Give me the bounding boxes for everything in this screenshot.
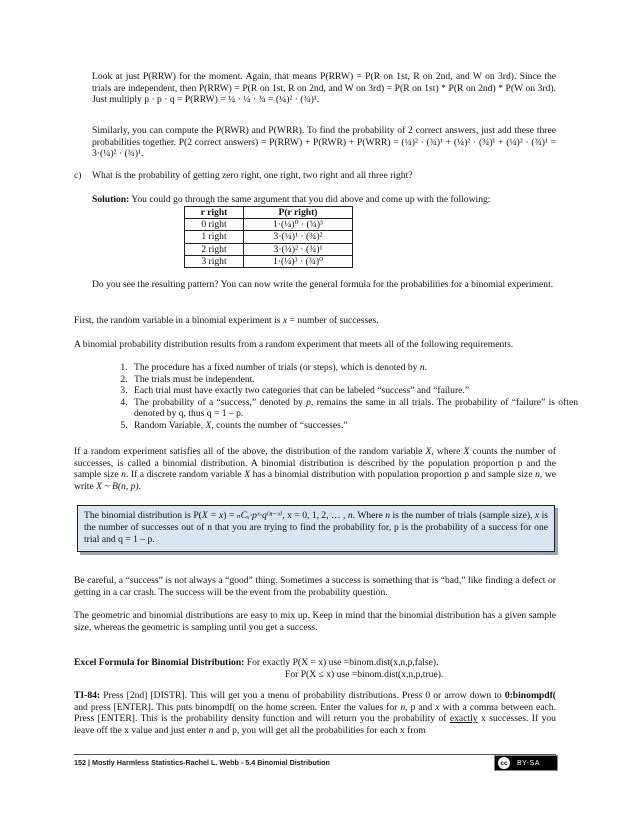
text-span: If a random experiment satisfies all of the above, the distribution of the random variable — [74, 446, 426, 457]
ti84-command: 0:binompdf( — [504, 690, 556, 701]
table-cell: 1·(¼)³ · (¾)⁰ — [244, 255, 353, 267]
footer-divider — [74, 754, 556, 755]
list-item — [130, 420, 578, 432]
paragraph-distribution — [74, 446, 556, 492]
table-header-row — [185, 207, 353, 219]
var-n: n — [347, 510, 353, 521]
binomial-notation: X ~ B(n, p) — [96, 480, 139, 492]
text-span: First, the random variable in a binomial experiment is — [74, 315, 283, 326]
text-span: . If a discrete random variable — [125, 469, 245, 481]
list-item — [130, 362, 578, 374]
text-span: . — [424, 362, 428, 373]
table-row — [185, 243, 353, 255]
probability-table — [184, 206, 353, 268]
text-span: = number of successes. — [287, 315, 379, 326]
text-span: The procedure has a fixed number of trials (or steps), which is denoted by — [134, 362, 420, 373]
text-span: x successes. If you leave off the x value and just enter — [74, 713, 556, 736]
var-x: x — [282, 315, 288, 326]
text-span: The probability of a “success,” denoted by — [134, 396, 307, 408]
cc-icon: cc — [497, 756, 511, 770]
ti84-paragraph — [74, 690, 556, 736]
excel-label: Excel Formula for Binomial Distribution: — [74, 657, 245, 668]
var-x: x — [534, 510, 540, 521]
text-span: , we write — [74, 469, 557, 492]
table-cell: 2 right — [185, 243, 244, 255]
list-item: 2. The trials must be independent. — [130, 374, 578, 386]
text-span: is the number of successes out of n that you are trying to find the probability for, p is the probability of a success for one trial and q = 1 – p. — [84, 510, 548, 546]
solution-label: Solution: — [92, 194, 130, 205]
text-span: , p and — [405, 701, 436, 713]
excel-formula-block — [74, 657, 556, 681]
var-n: n — [385, 510, 391, 521]
table-row — [185, 231, 353, 243]
part-c-marker: c) — [74, 170, 82, 181]
table-cell: 1·(¼)⁰ · (¾)³ — [244, 219, 353, 231]
excel-exact: For exactly P(X = x) use =binom.dist(x,n,p,false). — [244, 657, 439, 668]
excel-line-1 — [74, 657, 556, 669]
paragraph-random-variable — [74, 315, 556, 327]
table-row — [185, 219, 353, 231]
paragraph-careful: Be careful, a “success” is not always a “good” thing. Sometimes a success is something that is “bad,” like finding a defect or getting in a car crash. The success will be the event from the probability question. — [74, 575, 556, 598]
binomial-definition-box — [77, 505, 555, 552]
text-span: and p, you will get all the probabilities for each x from — [213, 724, 426, 736]
table-cell: 3 right — [185, 255, 244, 267]
var-p: p — [306, 396, 311, 408]
table-cell: 0 right — [185, 219, 244, 231]
table-cell: 3·(¼)² · (¾)¹ — [244, 243, 353, 255]
text-span: , x = 0, 1, 2, … , — [282, 510, 348, 521]
cc-license-badge[interactable] — [494, 755, 558, 771]
var-n: n — [208, 724, 214, 736]
var-n: n — [535, 469, 540, 481]
paragraph-requirements: A binomial probability distribution results from a random experiment that meets all of the following requirements. — [74, 339, 514, 350]
table-cell: 1 right — [185, 231, 244, 243]
table-cell: 3·(¼)¹ · (¾)² — [244, 231, 353, 243]
text-span: . Where — [352, 510, 386, 521]
var-n: n — [121, 469, 126, 481]
text-span: has a binomial distribution with population proportion p and sample size — [250, 469, 536, 481]
var-X-eq-x: X = x — [201, 510, 224, 521]
paragraph-similar: Similarly, you can compute the P(RWR) and P(WRR). To find the probability of 2 correct answers, just add these three probabilities together. P(2 correct answers) = P(RRW) + P(RWR) + P(WRR) = (¼)² · (¾)¹ + (¼)² · (¾)¹ + (¼)² · (¾)¹ = 3·(¼)² · (¾)¹. — [92, 125, 556, 160]
var-X: X — [463, 446, 470, 457]
excel-cumulative: For P(X ≤ x) use =binom.dist(x,n,p,true). — [285, 669, 444, 680]
paragraph-rrw: Look at just P(RRW) for the moment. Again, that means P(RRW) = P(R on 1st, R on 2nd, and W on 3rd). Since the trials are independent, then P(RRW) = P(R on 1st, R on 2nd, and W on 3rd) = P(R on 1st) * P(R on 2nd) * P(W on 3rd). Just multiply p · p · q = P(RRW) = ¼ · ¼ · ¾ = (¼)² · (¾)¹. — [92, 71, 556, 106]
part-c-text: What is the probability of getting zero right, one right, two right and all three right? — [92, 170, 413, 181]
text-span: , where — [431, 446, 464, 457]
exactly-underlined: exactly — [449, 713, 478, 725]
var-X: X — [244, 469, 251, 481]
part-c-question — [74, 170, 556, 182]
text-span: Press [2nd] [DISTR]. This will get you a menu of probability distributions. Press 0 or arrow down to — [100, 690, 505, 701]
table-row — [185, 255, 353, 267]
text-span: , counts the number of “successes.” — [211, 419, 348, 431]
footer-text: 152 | Mostly Harmless Statistics-Rachel L. Webb - 5.4 Binomial Distribution — [74, 758, 330, 767]
table-header-r: r right — [185, 207, 244, 219]
license-label: BY-SA — [517, 759, 540, 767]
text-span: The binomial distribution is P( — [84, 510, 202, 521]
text-span: , remains the same in all trials. The probability of “failure” is often denoted by q, thus q = 1 – p. — [134, 396, 579, 420]
text-span: is the number of trials (sample size), — [390, 510, 535, 521]
solution-paragraph — [92, 194, 556, 206]
text-span: Random Variable, — [134, 419, 206, 431]
var-n: n — [400, 701, 406, 713]
text-span: . — [138, 480, 142, 492]
table-header-p: P(r right) — [244, 207, 353, 219]
text-span: with a comma between each. Press [ENTER]. This is the probability density function and will return you the probability of — [74, 701, 556, 725]
var-X: X — [425, 446, 432, 457]
ti84-label: TI-84: — [74, 690, 101, 701]
var-n: n — [419, 362, 425, 373]
text-span: and press [ENTER]. This puts binompdf( on the home screen. Enter the values for — [74, 701, 401, 713]
var-X: X — [205, 419, 212, 431]
requirements-list — [108, 362, 578, 432]
var-x: x — [435, 701, 440, 713]
list-item: 3. Each trial must have exactly two categories that can be labeled “success” and “failure.” — [130, 385, 578, 397]
binomial-formula: ₙCₓ·pˣ·q⁽ⁿ⁻ˣ⁾ — [236, 510, 283, 521]
paragraph-pattern: Do you see the resulting pattern? You can now write the general formula for the probabilities for a binomial experiment. — [92, 279, 554, 290]
paragraph-geometric: The geometric and binomial distributions are easy to mix up. Keep in mind that the binomial distribution has a given sample size, whereas the geometric is sampling until you get a success. — [74, 610, 556, 633]
solution-text: You could go through the same argument that you did above and come up with the following: — [129, 194, 491, 205]
list-item — [130, 397, 578, 420]
text-span: ) = — [223, 510, 237, 521]
text-span: counts the number of successes, is called a binomial distribution. A binomial distribution is described by the population proportion p and the sample size — [74, 446, 556, 481]
